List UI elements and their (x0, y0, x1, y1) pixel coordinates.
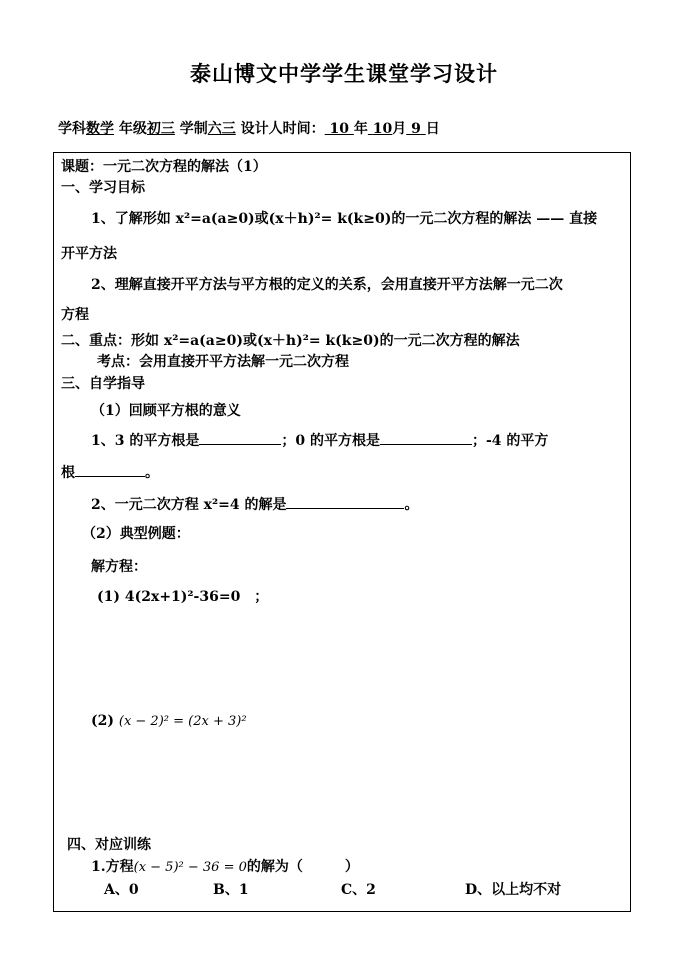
option-c[interactable]: C、2 (341, 882, 376, 898)
answer-blank[interactable] (199, 430, 281, 445)
goal-1-line-2: 开平方法 (61, 246, 117, 262)
goal-1-line-1: 1、了解形如 x²=a(a≥0)或(x＋h)²= k(k≥0)的一元二次方程的解法 —— 直接 (91, 211, 598, 227)
grade-label: 年级 (118, 121, 147, 137)
section-focus-heading: 二、重点：形如 x²=a(a≥0)或(x＋h)²= k(k≥0)的一元二次方程的解法 (61, 333, 520, 349)
answer-blank[interactable] (75, 462, 145, 477)
sub-examples: （2）典型例题： (82, 526, 190, 542)
example-1: (1) 4(2x+1)²-36=0 ； (97, 589, 269, 605)
lesson-title: 课题：一元二次方程的解法（1） (61, 159, 267, 175)
subject-value: 数学 (86, 121, 114, 137)
question-1-line-1: 1、3 的平方根是 ；0 的平方根是 ；-4 的平方 (91, 430, 548, 450)
section-guide-heading: 三、自学指导 (61, 376, 145, 392)
question-1-line-2: 根 。 (61, 462, 159, 482)
option-a[interactable]: A、0 (104, 882, 139, 898)
month-value: 10 (372, 121, 393, 137)
practice-1-equation: (x − 5)² − 36 = 0 (133, 860, 247, 875)
question-2: 2、一元二次方程 x²=4 的解是 。 (91, 494, 418, 514)
month-unit: 月 (392, 121, 407, 137)
exam-point: 考点：会用直接开平方法解一元二次方程 (97, 354, 349, 370)
option-b[interactable]: B、1 (213, 882, 249, 898)
example-2-equation: (x − 2)² = (2x + 3)² (118, 714, 247, 729)
answer-blank[interactable] (286, 494, 404, 509)
system-value: 六三 (207, 121, 236, 137)
example-2: (2) (x − 2)² = (2x + 3)² (91, 713, 247, 729)
year-unit: 年 (353, 121, 368, 137)
grade-value: 初三 (146, 121, 175, 137)
designer-label: 设计人时间： (240, 121, 325, 137)
goal-2-line-1: 2、理解直接开平方法与平方根的定义的关系，会用直接开平方法解一元二次 (91, 277, 563, 293)
subject-label: 学科 (58, 121, 86, 137)
meta-line (58, 118, 440, 138)
goal-2-line-2: 方程 (61, 307, 89, 323)
option-d[interactable]: D、以上均不对 (465, 882, 562, 898)
sub-review: （1）回顾平方根的意义 (91, 403, 241, 419)
section-goals-heading: 一、学习目标 (61, 180, 145, 196)
section-practice-heading: 四、对应训练 (67, 837, 151, 853)
system-label: 学制 (179, 121, 208, 137)
page-title: 泰山博文中学学生课堂学习设计 (190, 61, 498, 86)
answer-blank[interactable] (380, 430, 472, 445)
practice-1: 1.方程(x − 5)² − 36 = 0的解为（ ） (91, 859, 359, 875)
solve-label: 解方程： (91, 559, 147, 575)
year-value: 10 (329, 121, 349, 137)
day-unit: 日 (425, 121, 440, 137)
day-value: 9 (411, 121, 421, 137)
